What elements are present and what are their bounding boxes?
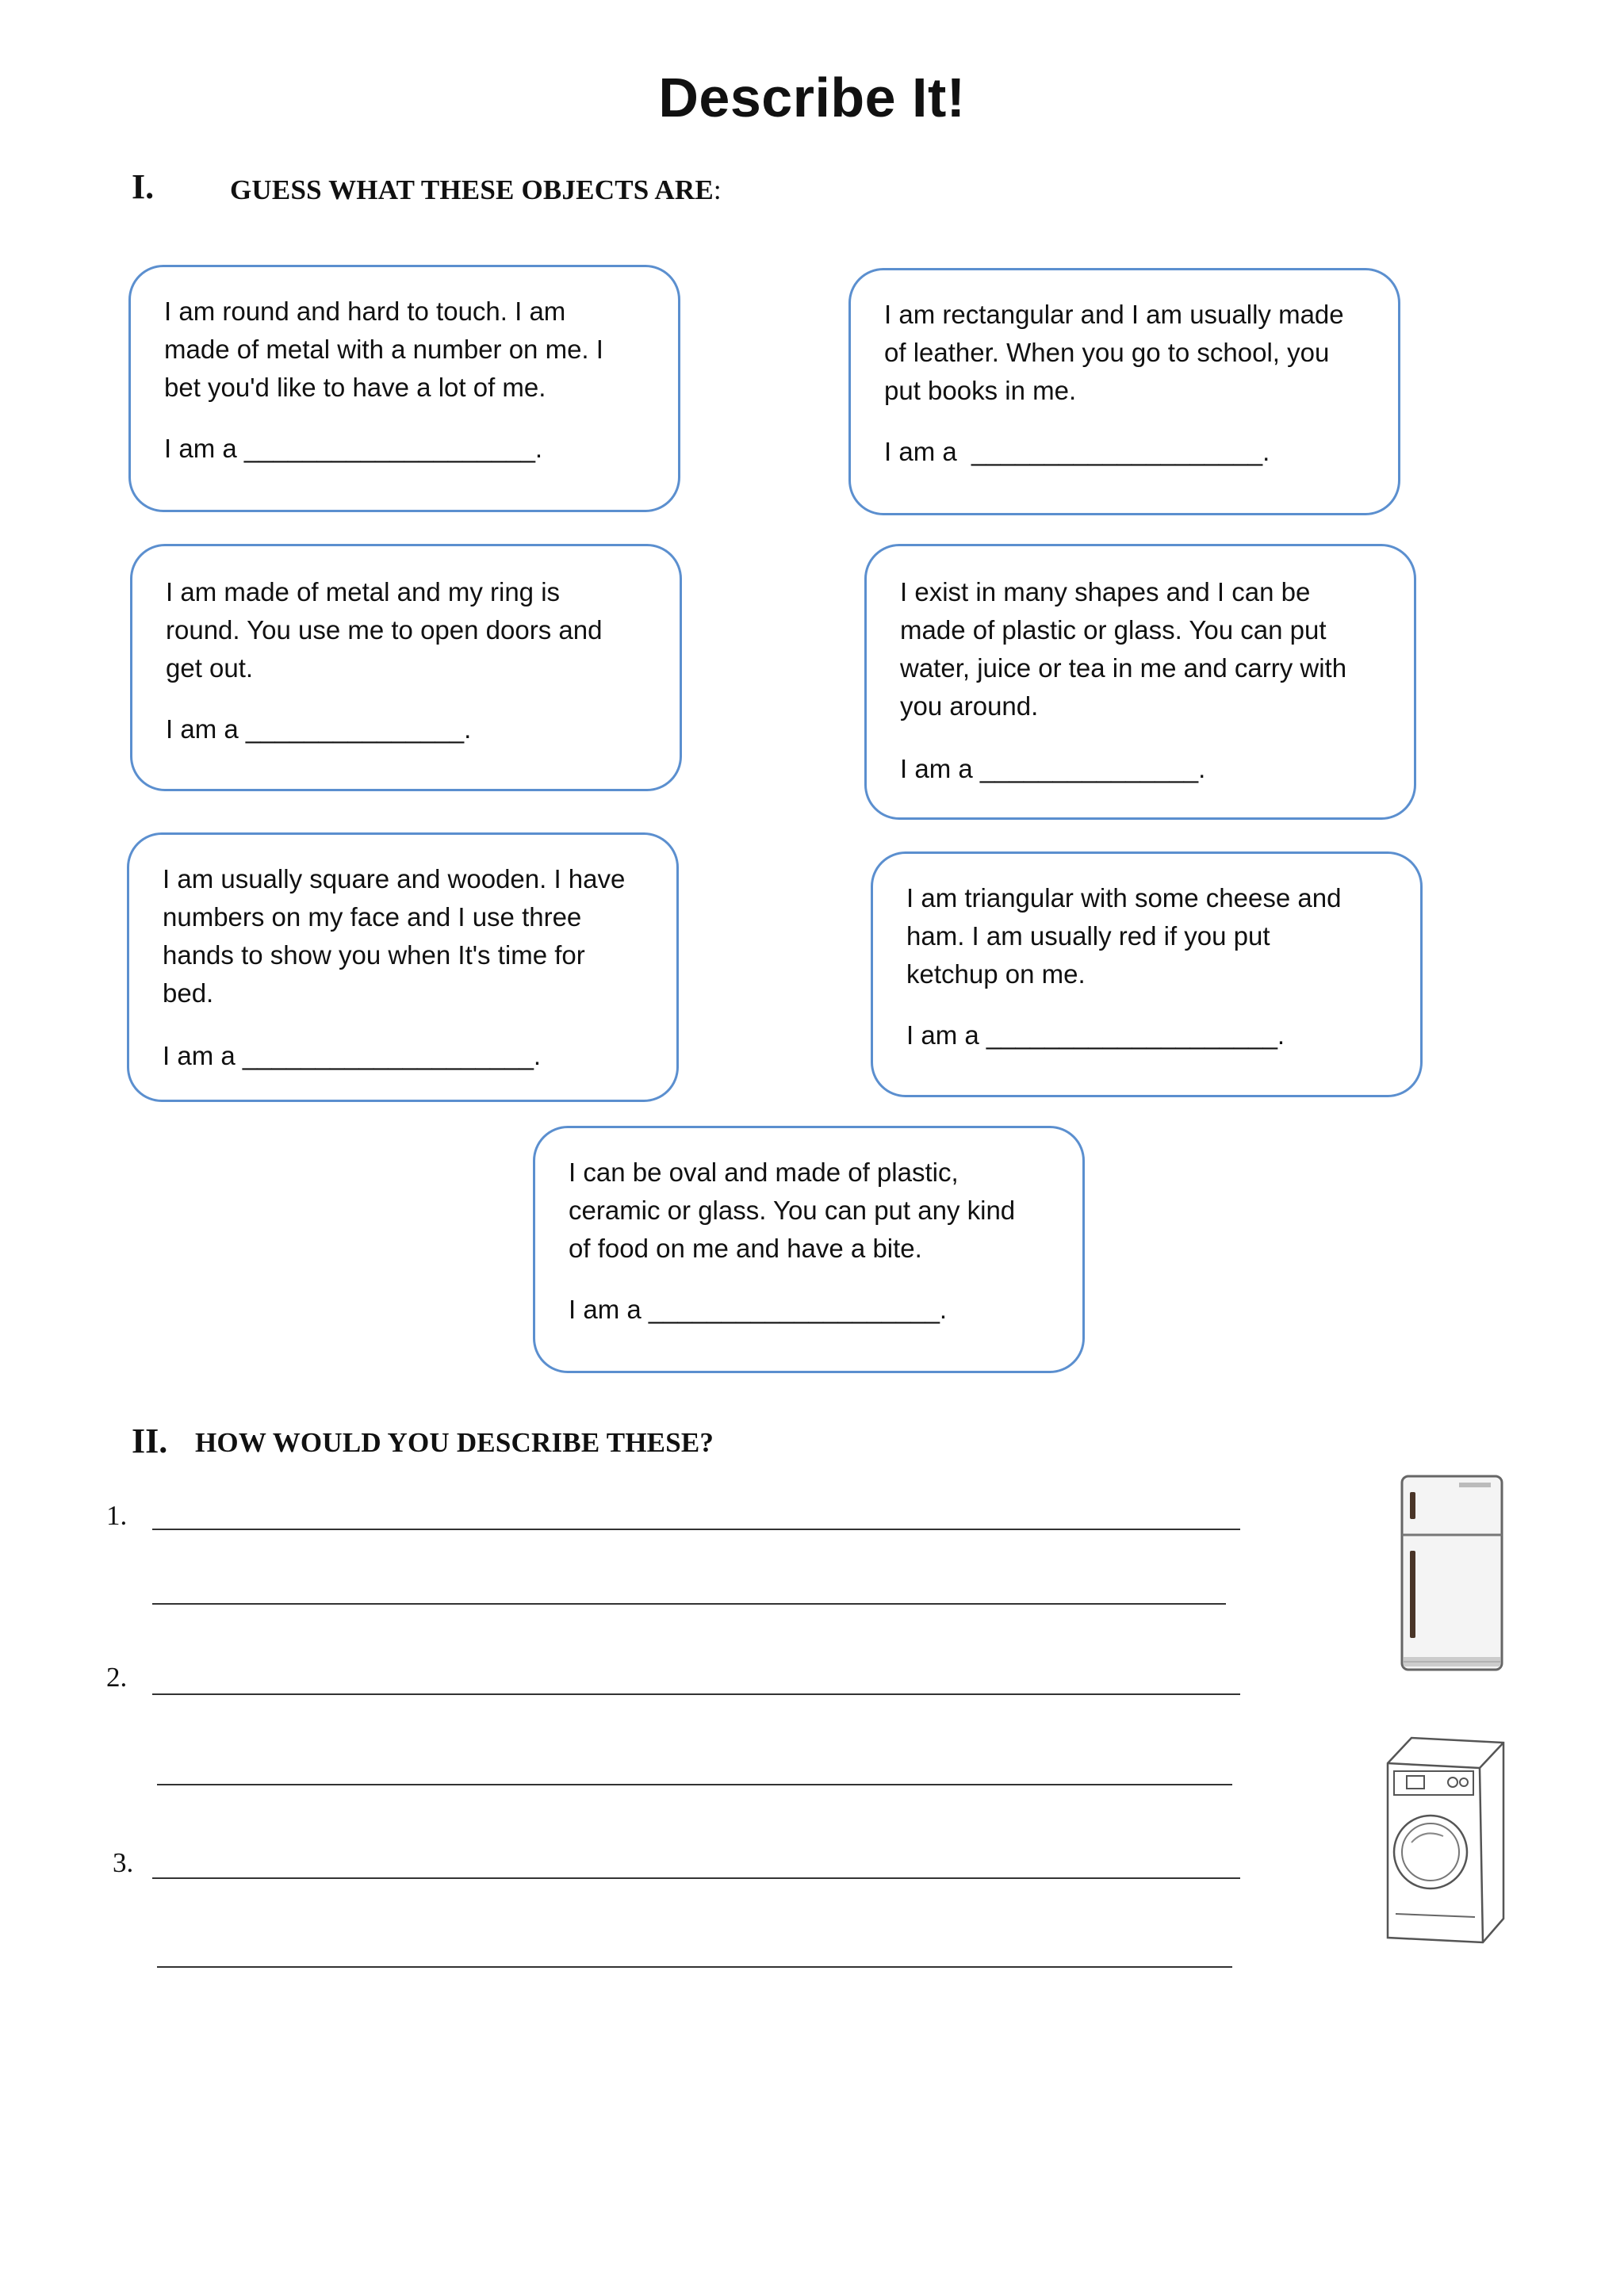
section-1-heading-text: GUESS WHAT THESE OBJECTS ARE: [230, 174, 714, 205]
washing-machine-icon: [1377, 1733, 1508, 1947]
section-1-heading: [230, 176, 722, 204]
page-title: Describe It!: [658, 67, 966, 128]
riddle-text: I am round and hard to touch. I am made of metal with a number on me. I bet you'd like to have a lot of me.: [164, 297, 603, 402]
answer-line[interactable]: [152, 1877, 1240, 1879]
riddle-box-coin: [128, 265, 680, 512]
riddle-box-key: [130, 544, 682, 791]
riddle-box-plate: [533, 1126, 1085, 1373]
item-number: 3.: [113, 1847, 134, 1878]
riddle-answer-blank[interactable]: I am a ____________________.: [906, 1020, 1285, 1050]
section-2-number: II.: [132, 1422, 168, 1460]
riddle-text: I am made of metal and my ring is round. You use me to open doors and get out.: [166, 577, 603, 683]
answer-line[interactable]: [152, 1529, 1240, 1530]
riddle-text: I am usually square and wooden. I have numbers on my face and I use three hands to show you when It's time for bed.: [163, 864, 626, 1008]
riddle-answer-blank[interactable]: I am a ____________________.: [164, 434, 543, 463]
section-1-heading-colon: :: [713, 174, 722, 205]
item-number: 2.: [106, 1662, 128, 1693]
answer-line[interactable]: [157, 1784, 1232, 1785]
riddle-answer-blank[interactable]: I am a _______________.: [166, 714, 472, 744]
answer-line[interactable]: [152, 1693, 1240, 1695]
answer-line[interactable]: [157, 1966, 1232, 1968]
riddle-box-clock: [127, 832, 679, 1102]
item-number: 1.: [106, 1500, 128, 1531]
riddle-box-schoolbag: [848, 268, 1400, 515]
riddle-answer-blank[interactable]: I am a _______________.: [900, 754, 1206, 783]
riddle-text: I am rectangular and I am usually made of leather. When you go to school, you put books in me.: [884, 300, 1344, 405]
section-2-heading: HOW WOULD YOU DESCRIBE THESE?: [195, 1427, 714, 1458]
section-1-number: I.: [132, 167, 155, 206]
refrigerator-icon: [1392, 1471, 1511, 1674]
riddle-answer-blank[interactable]: I am a ____________________.: [884, 437, 1270, 466]
riddle-answer-blank[interactable]: I am a ____________________.: [569, 1295, 948, 1324]
riddle-text: I exist in many shapes and I can be made of plastic or glass. You can put water, juice or tea in me and carry with you around.: [900, 577, 1347, 721]
answer-line[interactable]: [152, 1603, 1226, 1605]
riddle-answer-blank[interactable]: I am a ____________________.: [163, 1041, 542, 1070]
riddle-text: I can be oval and made of plastic, ceramic or glass. You can put any kind of food on me and have a bite.: [569, 1158, 1016, 1263]
riddle-box-bottle: [864, 544, 1416, 820]
riddle-text: I am triangular with some cheese and ham. I am usually red if you put ketchup on me.: [906, 883, 1342, 989]
riddle-box-pizza: [871, 851, 1423, 1097]
